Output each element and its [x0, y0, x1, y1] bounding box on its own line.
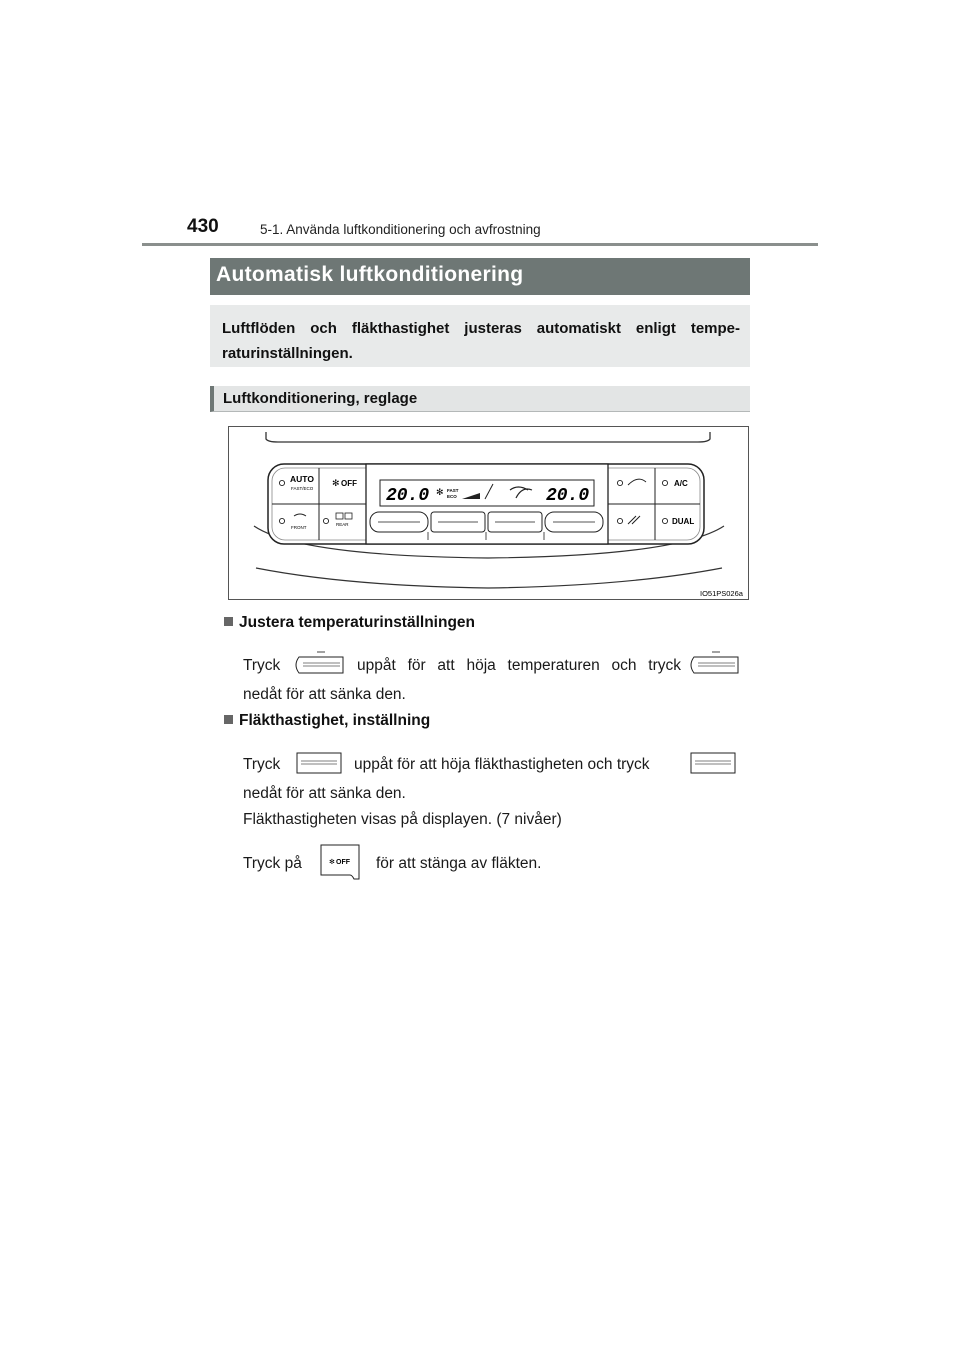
fan-text-b: uppåt för att höja fläkthastigheten och tryck: [354, 756, 650, 773]
ac-label: A/C: [674, 479, 688, 488]
intro-text: Luftflöden och fläkthastighet justeras automatiskt enligt tempe-raturinställningen.: [222, 320, 740, 362]
temp-text-b: uppåt för att höja temperaturen och tryck: [357, 657, 681, 674]
section-heading: Luftkonditionering, reglage: [223, 390, 418, 407]
temp-text-a: Tryck: [243, 657, 281, 674]
fan-rocker-up-icon: [296, 751, 342, 775]
intro-box: [210, 305, 750, 367]
fan-text-line4b: för att stänga av fläkten.: [376, 855, 542, 872]
fan-text-a: Tryck: [243, 756, 281, 773]
fan-heading-text: Fläkthastighet, inställning: [239, 712, 431, 729]
auto-label: AUTO: [290, 474, 314, 484]
page-title: Automatisk luftkonditionering: [216, 263, 524, 286]
fan-off-label: OFF: [341, 479, 357, 488]
section-heading-bar: [210, 386, 750, 412]
bullet-square-icon: [224, 715, 233, 724]
fan-heading: [224, 712, 430, 730]
auto-sub-label: FAST/ECO: [291, 486, 314, 491]
temp-text-line2: nedåt för att sänka den.: [243, 686, 406, 703]
fan-text-line4a: Tryck på: [243, 855, 302, 872]
temp-heading-text: Justera temperaturinställningen: [239, 614, 476, 631]
temp-heading: [224, 614, 475, 632]
fan-text-line3: Fläkthastigheten visas på displayen. (7 nivåer): [243, 811, 562, 828]
fan-icon: ✻: [332, 479, 340, 489]
display-eco-label: ECO: [447, 494, 457, 499]
front-label: FRONT: [291, 525, 307, 530]
header-rule: [142, 243, 818, 246]
fan-off-button-icon: [320, 844, 360, 880]
figure-code: IO51PS026a: [700, 589, 743, 598]
svg-text:✻: ✻: [329, 858, 335, 866]
display-fast-label: FAST: [447, 488, 459, 493]
temp-rocker-up-icon: [293, 649, 347, 679]
temp-rocker-down-icon: [688, 649, 742, 679]
display-temp-left: 20.0: [386, 486, 430, 506]
chapter-title: 5-1. Använda luftkonditionering och avfrostning: [260, 222, 541, 237]
fan-rocker-down-icon: [690, 751, 736, 775]
display-temp-right: 20.0: [546, 486, 590, 506]
title-bar: [210, 258, 750, 295]
climate-control-panel-figure: [228, 426, 749, 600]
fan-off-button-label: OFF: [336, 859, 350, 866]
fan-text-line2: nedåt för att sänka den.: [243, 785, 406, 802]
rear-label: REAR: [336, 522, 349, 527]
bullet-square-icon: [224, 617, 233, 626]
page-number: 430: [187, 216, 219, 237]
dual-label: DUAL: [672, 517, 695, 526]
fan-off-button: [332, 479, 357, 489]
display-fan-icon: ✻: [436, 488, 444, 498]
